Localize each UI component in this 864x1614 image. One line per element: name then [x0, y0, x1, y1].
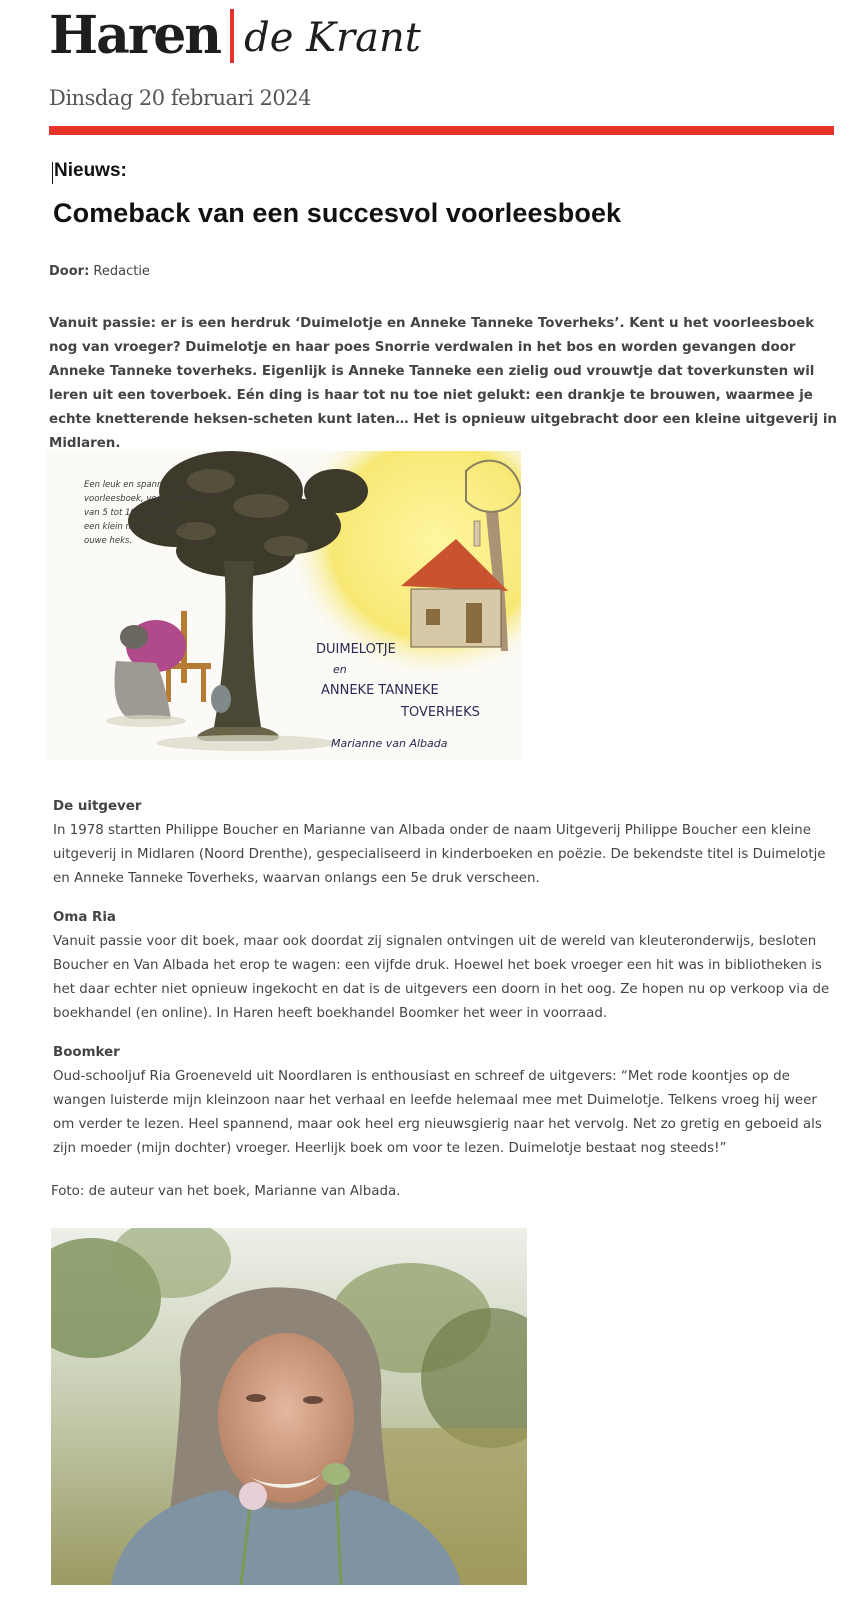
author-photo-illustration	[51, 1228, 527, 1585]
section-title: Oma Ria	[53, 910, 116, 925]
brand-divider	[230, 9, 234, 63]
text-cursor	[52, 162, 53, 184]
blurb-line: ouwe heks.	[84, 536, 133, 546]
article-byline	[49, 264, 150, 279]
brand-name: Haren	[49, 5, 221, 66]
section-title: Boomker	[53, 1045, 120, 1060]
article-headline: Comeback van een succesvol voorleesboek	[53, 198, 622, 228]
cover-title-line: TOVERHEKS	[401, 705, 480, 720]
header-divider	[49, 126, 834, 135]
book-cover-illustration	[46, 451, 521, 760]
blurb-line: van 5 tot 10 jaar, over	[84, 508, 179, 518]
article-category: Nieuws:	[54, 160, 127, 181]
masthead-logo[interactable]	[49, 6, 421, 66]
article-intro: Vanuit passie: er is een herdruk ‘Duimelotje en Anneke Tanneke Toverheks’. Kent u het voorleesboek nog van vroeger? Duimelotje en haar poes Snorrie verdwalen in het bos en worden gevangen door Anneke Tanneke toverheks. Eigenlijk is Anneke Tanneke een zielig oud vrouwtje dat toverkunsten wil leren uit een toverboek. Eén ding is haar tot nu toe niet gelukt: een drankje te brouwen, waarmee je echte knetterende heksen-scheten kunt laten… Het is opnieuw uitgebracht door een kleine uitgeverij in Midlaren.	[49, 316, 837, 451]
photo-caption: Foto: de auteur van het boek, Marianne van Albada.	[51, 1184, 401, 1199]
section-body: Oud-schooljuf Ria Groeneveld uit Noordlaren is enthousiast en schreef de uitgevers: “Met rode koontjes op de wangen luisterde mijn kleinzoon naar het verhaal en leefde helemaal mee met Duimelotje. Telkens vroeg hij weer om verder te lezen. Heel spannend, maar ook heel erg nieuwsgierig naar het vervolg. Net zo gretig en geboeid als zijn moeder (mijn dochter) vroeger. Heerlijk boek om voor te lezen. Duimelotje bestaat nog steeds!”	[53, 1069, 822, 1156]
byline-label: Door:	[49, 264, 90, 279]
blurb-line: een klein meisje en een	[84, 522, 186, 532]
publication-date: Dinsdag 20 februari 2024	[49, 86, 311, 110]
cover-title-line: DUIMELOTJE	[316, 642, 396, 657]
brand-subtitle: de Krant	[244, 15, 421, 61]
section-body: Vanuit passie voor dit boek, maar ook doordat zij signalen ontvingen uit de wereld van kleuteronderwijs, besloten Boucher en Van Albada het erop te wagen: een vijfde druk. Hoewel het boek vroeger een hit was in bibliotheken is het daar echter niet opnieuw ingekocht en dat is de uitgevers een doorn in het oog. Ze hopen nu op verkoop via de boekhandel (en online). In Haren heeft boekhandel Boomker het weer in voorraad.	[53, 934, 830, 1021]
byline-author: Redactie	[93, 264, 150, 279]
blurb-line: Een leuk en spannend	[84, 480, 179, 490]
cover-title-line: ANNEKE TANNEKE	[321, 683, 439, 698]
book-cover-image	[46, 451, 521, 760]
cover-author: Marianne van Albada	[331, 737, 448, 750]
section-body: In 1978 startten Philippe Boucher en Marianne van Albada onder de naam Uitgeverij Philippe Boucher een kleine uitgeverij in Midlaren (Noord Drenthe), gespecialiseerd in kinderboeken en poëzie. De bekendste titel is Duimelotje en Anneke Tanneke Toverheks, waarvan onlangs een 5e druk verscheen.	[53, 823, 826, 886]
section-title: De uitgever	[53, 799, 142, 814]
section-de-uitgever	[53, 795, 839, 891]
author-photo	[51, 1228, 527, 1585]
section-oma-ria	[53, 906, 839, 1026]
section-boomker	[53, 1041, 839, 1161]
cover-title-line: en	[333, 663, 347, 676]
blurb-line: voorleesboek, voor kinderen	[84, 494, 206, 504]
